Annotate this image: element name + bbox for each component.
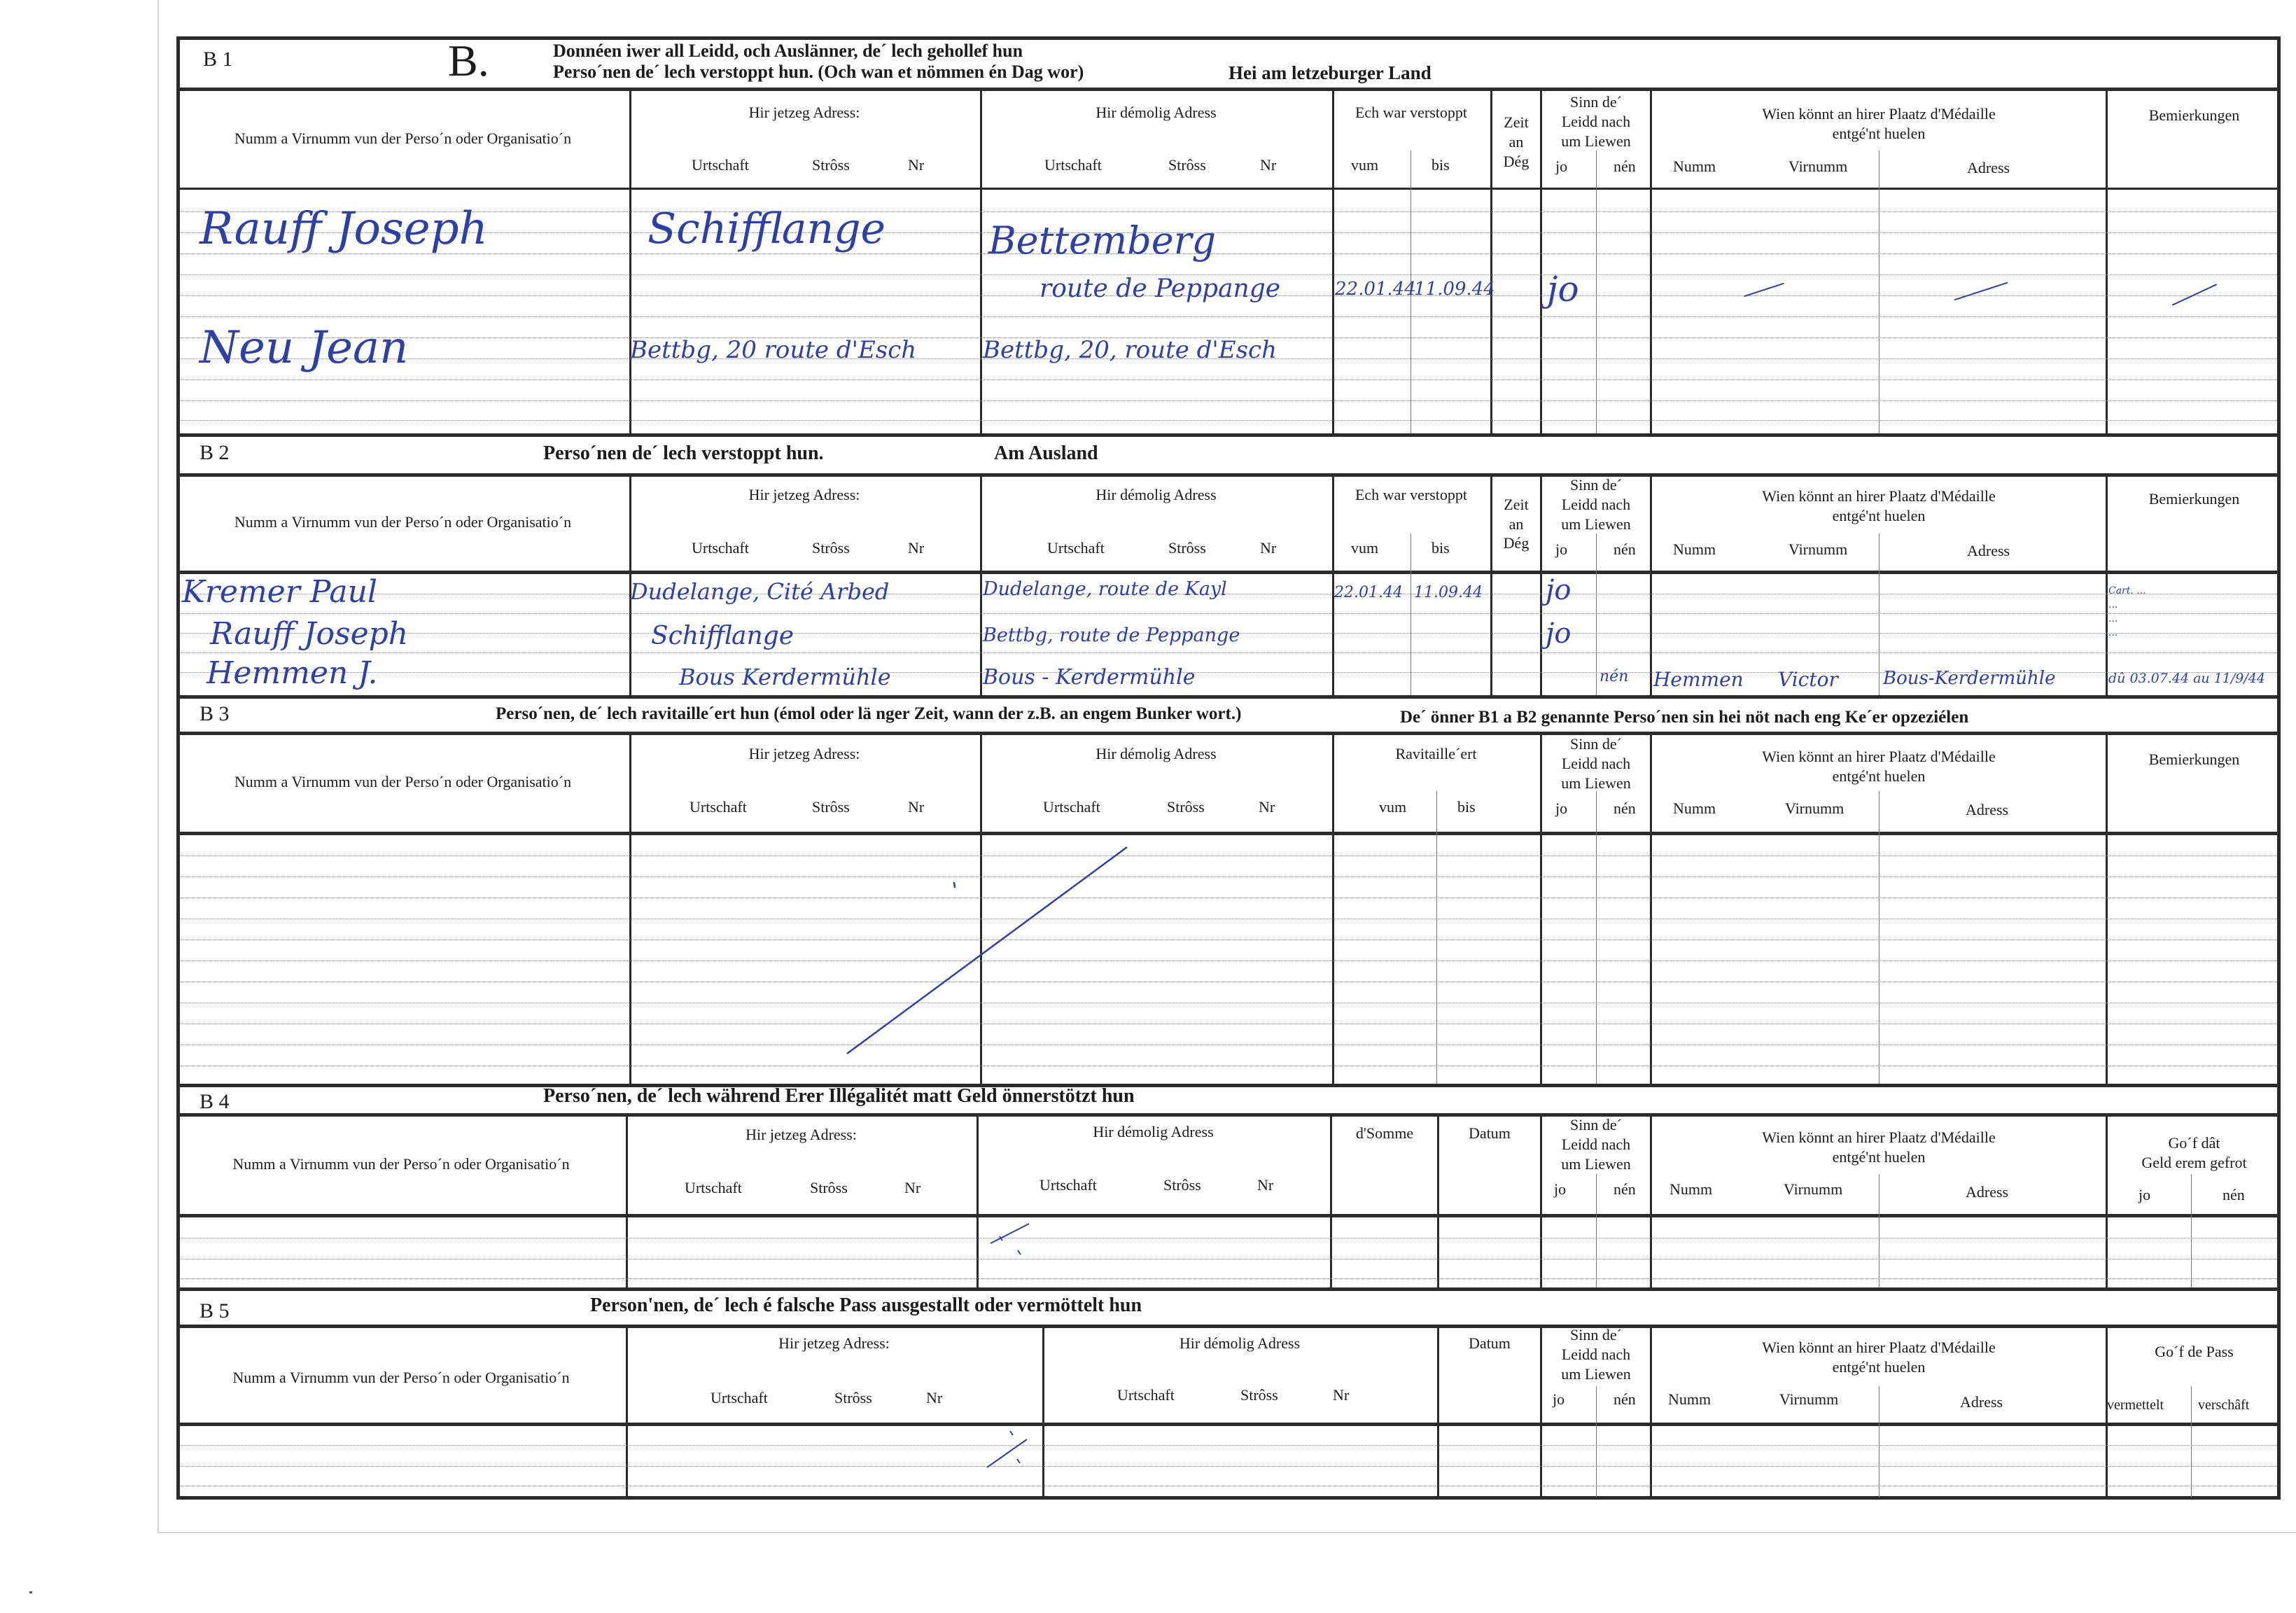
b2-row1-remark-2: ... (2108, 599, 2118, 610)
b2-col-sense-1: Sinn de´ (1570, 476, 1622, 494)
b4-sub-jo-money: jo (2138, 1186, 2151, 1203)
b4-sub-jo: jo (1554, 1180, 1567, 1198)
b5-sub-nr: Nr (926, 1389, 943, 1406)
b5-col-current-address: Hir jetzeg Adress: (778, 1334, 890, 1352)
b3-col-sense-1: Sinn de´ (1570, 735, 1622, 753)
b5-sub-virnumm: Virnumm (1779, 1390, 1839, 1408)
b4-col-current-address: Hir jetzeg Adress: (746, 1126, 857, 1143)
b4-strike-mark (987, 1222, 1036, 1264)
b5-col-pass: Go´f de Pass (2155, 1343, 2234, 1360)
b2-row1-current: Dudelange, Cité Arbed (630, 578, 890, 605)
b2-row2-former: Bettbg, route de Peppange (983, 624, 1240, 646)
b3-sub-adress: Adress (1966, 801, 2009, 818)
b5-sub-nen: nén (1614, 1390, 1636, 1408)
b3-col-sense-2: Leidd nach (1561, 755, 1631, 772)
b2-sub-stross-former: Strôss (1168, 539, 1206, 557)
b4-sub-stross-former: Strôss (1163, 1176, 1201, 1194)
b1-col-sense-3: um Liewen (1561, 132, 1631, 150)
b4-col-sense-1: Sinn de´ (1570, 1116, 1622, 1133)
b2-row3-medal-numm: Hemmen (1653, 668, 1744, 691)
b2-sub-nen: nén (1614, 540, 1636, 558)
b2-col-medal-2: entgé'nt huelen (1832, 507, 1926, 524)
b3-sub-jo: jo (1555, 799, 1568, 817)
b2-row1-remark-1: Cart. ... (2108, 585, 2146, 596)
b5-col-sense-2: Leidd nach (1561, 1346, 1631, 1363)
section-id-b1: B 1 (203, 48, 233, 71)
b2-row3-name: Hemmen J. (206, 655, 378, 691)
b3-sub-numm: Numm (1673, 799, 1716, 817)
heading-line2: Perso´nen de´ lech verstoppt hun. (Och wan et nömmen én Dag wor) (553, 62, 1084, 82)
b5-sub-nr-former: Nr (1333, 1386, 1350, 1404)
b2-sub-stross: Strôss (812, 539, 850, 557)
b1-sub-nr: Nr (908, 156, 925, 174)
b4-col-sum: d'Somme (1355, 1124, 1414, 1142)
b5-col-date: Datum (1469, 1334, 1511, 1352)
b2-row2-sense-jo: jo (1546, 617, 1572, 650)
heading-line2-location: Hei am letzeburger Land (1228, 62, 1432, 83)
b5-title: Person'nen, de´ lech é falsche Pass ausgestallt oder vermöttelt hun (590, 1294, 1142, 1316)
b2-sub-bis: bis (1432, 539, 1450, 557)
b1-col-sense-2: Leidd nach (1561, 113, 1631, 130)
section-id-b5: B 5 (200, 1299, 230, 1322)
b2-row2-name: Rauff Joseph (210, 616, 409, 652)
b2-row1-sense-jo: jo (1546, 574, 1572, 606)
b1-sub-bis: bis (1432, 156, 1450, 174)
b2-row2-current: Schifflange (651, 622, 794, 650)
b1-col-remarks: Bemierkungen (2148, 106, 2240, 124)
b1-row2-name: Neu Jean (200, 322, 409, 374)
b4-title: Perso´nen, de´ lech während Erer Illégalitét matt Geld önnerstötzt hun (543, 1085, 1135, 1107)
b2-sub-ort: Urtschaft (692, 539, 749, 557)
b1-sub-adress: Adress (1967, 159, 2010, 176)
b1-col-medal-2: entgé'nt huelen (1832, 125, 1926, 142)
b2-title: Perso´nen de´ lech verstoppt hun. (543, 442, 824, 464)
b3-sub-nr-former: Nr (1259, 798, 1275, 816)
b4-sub-numm: Numm (1670, 1180, 1713, 1198)
b4-col-money-1: Go´f dât (2168, 1134, 2220, 1152)
b1-row2-former: Bettbg, 20, route d'Esch (983, 336, 1277, 364)
b1-sub-jo: jo (1555, 158, 1568, 175)
b2-row3-remark: dû 03.07.44 au 11/9/44 (2108, 671, 2265, 686)
b2-row3-current: Bous Kerdermühle (679, 664, 891, 690)
b1-row1-former-2: route de Peppange (1040, 274, 1281, 303)
b4-sub-virnumm: Virnumm (1784, 1180, 1843, 1198)
b4-col-sense-2: Leidd nach (1561, 1136, 1631, 1153)
b4-sub-stross: Strôss (810, 1179, 848, 1196)
b5-sub-ort-former: Urtschaft (1117, 1386, 1175, 1404)
b1-col-medal-1: Wien könnt an hirer Plaatz d'Médaille (1762, 105, 1996, 123)
b5-col-name: Numm a Virnumm vun der Perso´n oder Organisatio´n (232, 1369, 570, 1386)
b2-col-time-1: Zeit (1504, 496, 1529, 513)
b3-sub-ort-former: Urtschaft (1043, 798, 1100, 816)
b3-col-current-address: Hir jetzeg Adress: (748, 745, 860, 762)
b4-sub-ort: Urtschaft (685, 1179, 742, 1196)
b2-col-sense-2: Leidd nach (1561, 496, 1631, 513)
form-letter: B. (448, 36, 489, 85)
b2-col-time-3: Dég (1503, 534, 1530, 552)
b3-col-medal-2: entgé'nt huelen (1832, 767, 1926, 785)
b4-sub-adress: Adress (1966, 1183, 2009, 1201)
b3-col-name: Numm a Virnumm vun der Perso´n oder Organisatio´n (234, 773, 572, 790)
b1-sub-ort: Urtschaft (692, 156, 749, 174)
b2-sub-numm: Numm (1673, 540, 1716, 558)
b3-sub-virnumm: Virnumm (1785, 799, 1844, 817)
b1-col-time-1: Zeit (1504, 113, 1529, 131)
b1-col-time-3: Dég (1503, 153, 1530, 170)
b4-sub-nen: nén (1614, 1180, 1636, 1198)
b1-row2-current: Bettbg, 20 route d'Esch (630, 336, 917, 364)
b1-col-hidden: Ech war verstoppt (1354, 104, 1468, 121)
b1-col-name: Numm a Virnumm vun der Perso´n oder Organisatio´n (234, 130, 572, 147)
b2-col-name: Numm a Virnumm vun der Perso´n oder Organisatio´n (234, 513, 572, 531)
b4-sub-nen-money: nén (2222, 1186, 2245, 1203)
b4-col-medal-2: entgé'nt huelen (1832, 1148, 1926, 1166)
page-bottom-edge (158, 1532, 2296, 1533)
b3-sub-bis: bis (1457, 798, 1476, 816)
b2-sub-vum: vum (1351, 539, 1379, 557)
b2-row1-remark-4: ... (2108, 627, 2118, 638)
b2-row1-from: 22.01.44 (1334, 584, 1403, 601)
heading-line1: Donnéen iwer all Leidd, och Auslänner, de´ lech gehollef hun (553, 41, 1023, 61)
b2-col-sense-3: um Liewen (1561, 515, 1631, 533)
b1-row1-former-1: Bettemberg (988, 218, 1217, 263)
b1-col-former-address: Hir démolig Adress (1096, 104, 1217, 121)
b1-row1-to: 11.09.44 (1414, 279, 1495, 300)
b5-sub-jo: jo (1553, 1390, 1565, 1408)
b3-sub-ort: Urtschaft (690, 798, 747, 816)
b5-sub-stross-former: Strôss (1240, 1386, 1278, 1404)
b3-col-remarks: Bemierkungen (2148, 750, 2240, 768)
b5-strike-mark (983, 1425, 1032, 1474)
b4-col-name: Numm a Virnumm vun der Perso´n oder Organisatio´n (232, 1155, 570, 1173)
b1-sub-stross-former: Strôss (1168, 156, 1206, 174)
b5-sub-numm: Numm (1668, 1390, 1712, 1408)
b1-col-time-2: an (1508, 133, 1524, 151)
b1-row1-name: Rauff Joseph (200, 203, 488, 255)
b2-col-hidden: Ech war verstoppt (1354, 486, 1468, 503)
b2-sub-nr: Nr (908, 539, 925, 557)
b4-col-medal-1: Wien könnt an hirer Plaatz d'Médaille (1762, 1129, 1996, 1146)
b2-row3-former: Bous - Kerdermühle (983, 665, 1196, 690)
b5-col-sense-1: Sinn de´ (1570, 1326, 1622, 1343)
b2-sub-virnumm: Virnumm (1788, 540, 1848, 558)
section-id-b3: B 3 (200, 702, 230, 725)
b3-col-ravitailleert: Ravitaille´ert (1395, 745, 1477, 762)
b3-title-note: De´ önner B1 a B2 genannte Perso´nen sin hei nöt nach eng Ke´er opzeziélen (1400, 708, 1969, 727)
b1-sub-stross: Strôss (812, 156, 850, 174)
b3-sub-stross: Strôss (812, 798, 850, 816)
b2-title-location: Am Ausland (994, 442, 1098, 464)
b2-sub-jo: jo (1555, 540, 1568, 558)
b4-col-date: Datum (1469, 1124, 1511, 1142)
b4-sub-nr: Nr (904, 1179, 921, 1196)
b5-sub-stross: Strôss (834, 1389, 872, 1406)
b2-col-medal-1: Wien könnt an hirer Plaatz d'Médaille (1762, 487, 1996, 505)
b5-sub-ort: Urtschaft (710, 1389, 768, 1406)
b2-col-time-2: an (1508, 515, 1524, 533)
b5-col-medal-1: Wien könnt an hirer Plaatz d'Médaille (1762, 1339, 1996, 1356)
b2-row3-medal-adress: Bous-Kerdermühle (1883, 668, 2056, 689)
b4-sub-nr-former: Nr (1257, 1176, 1274, 1194)
page-left-edge (158, 0, 159, 1533)
b1-sub-vum: vum (1351, 156, 1379, 174)
b1-sub-virnumm: Virnumm (1788, 158, 1848, 175)
b2-col-remarks: Bemierkungen (2148, 490, 2240, 508)
b3-sub-vum: vum (1379, 798, 1407, 816)
b3-col-former-address: Hir démolig Adress (1096, 745, 1217, 762)
b1-row1-from: 22.01.44 (1335, 279, 1416, 300)
b2-row1-name: Kremer Paul (182, 574, 377, 610)
b5-sub-verschaft: verschâft (2198, 1397, 2250, 1413)
b4-col-sense-3: um Liewen (1561, 1155, 1631, 1173)
b3-strike-line (826, 840, 1134, 1064)
b2-row1-remark-3: ... (2108, 613, 2118, 624)
b2-sub-adress: Adress (1967, 542, 2010, 559)
section-id-b4: B 4 (200, 1090, 230, 1113)
b5-sub-vermettelt: vermettelt (2107, 1397, 2164, 1413)
b1-col-sense-1: Sinn de´ (1570, 93, 1622, 111)
b4-sub-ort-former: Urtschaft (1040, 1176, 1097, 1194)
b2-sub-nr-former: Nr (1260, 539, 1277, 557)
b2-col-current-address: Hir jetzeg Adress: (748, 486, 860, 503)
b5-col-medal-2: entgé'nt huelen (1832, 1358, 1926, 1376)
section-id-b2: B 2 (200, 441, 230, 464)
b1-sub-ort-former: Urtschaft (1044, 156, 1102, 174)
b2-sub-ort-former: Urtschaft (1047, 539, 1105, 557)
b1-sub-numm: Numm (1673, 158, 1716, 175)
b3-title: Perso´nen, de´ lech ravitaille´ert hun (émol oder lä nger Zeit, wann der z.B. an engem Bunker wort.) (496, 704, 1242, 723)
b1-sub-nen: nén (1614, 158, 1636, 175)
b2-row1-to: 11.09.44 (1414, 584, 1483, 601)
b5-sub-adress: Adress (1960, 1393, 2003, 1411)
b3-sub-nr: Nr (908, 798, 925, 816)
b2-col-former-address: Hir démolig Adress (1096, 486, 1217, 503)
b3-col-sense-3: um Liewen (1561, 774, 1631, 792)
b1-row1-current: Schifflange (648, 204, 886, 253)
b3-sub-nen: nén (1614, 799, 1636, 817)
b1-sub-nr-former: Nr (1260, 156, 1277, 174)
b2-row1-former: Dudelange, route de Kayl (983, 578, 1227, 600)
b4-col-former-address: Hir démolig Adress (1093, 1123, 1214, 1140)
b2-row3-sense-nen: nén (1600, 668, 1629, 685)
b3-sub-stross-former: Strôss (1167, 798, 1205, 816)
b1-col-current-address: Hir jetzeg Adress: (748, 104, 860, 121)
b5-col-sense-3: um Liewen (1561, 1365, 1631, 1383)
b5-col-former-address: Hir démolig Adress (1179, 1334, 1301, 1352)
scan-speck (29, 1591, 32, 1593)
b2-row3-medal-virnumm: Victor (1778, 668, 1838, 691)
b3-col-medal-1: Wien könnt an hirer Plaatz d'Médaille (1762, 748, 1996, 765)
b4-col-money-2: Geld erem gefrot (2141, 1154, 2247, 1171)
b1-row1-sense-jo: jo (1547, 269, 1579, 309)
